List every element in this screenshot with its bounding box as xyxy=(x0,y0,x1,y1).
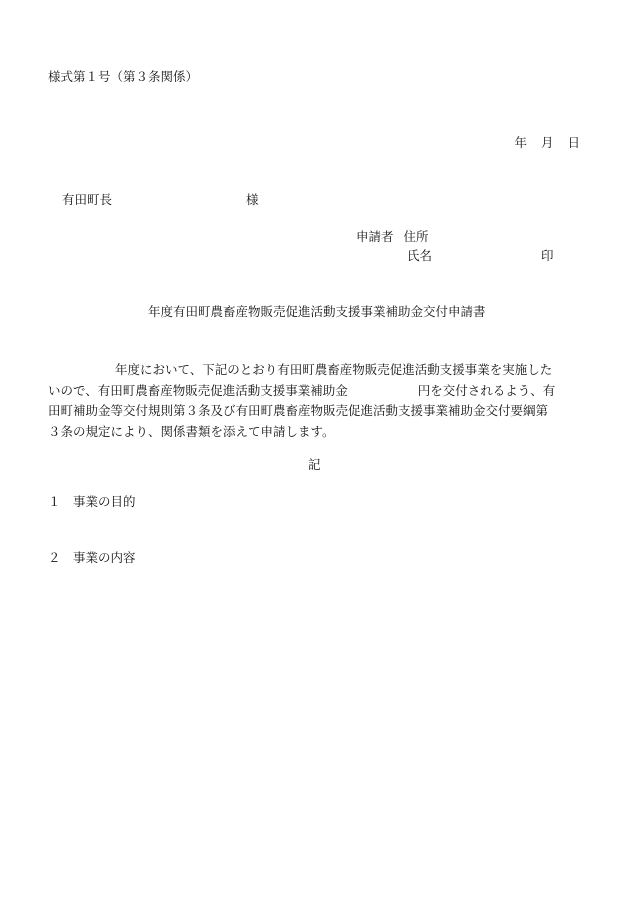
applicant-address-label: 住所 xyxy=(403,229,429,244)
body-line-3: 田町補助金等交付規則第３条及び有田町農畜産物販売促進活動支援事業補助金交付要綱第 xyxy=(48,403,549,418)
addressee xyxy=(62,192,259,208)
item-label: 事業の内容 xyxy=(73,550,136,565)
applicant-name-row xyxy=(407,248,554,264)
body-paragraph xyxy=(48,360,582,442)
addressee-name: 有田町長 xyxy=(62,192,113,207)
body-line-2b-text: 円を交付されるよう、有 xyxy=(417,382,556,398)
applicant-label: 申請者 xyxy=(356,229,394,244)
addressee-honorific: 様 xyxy=(246,192,259,207)
date-month: 月 xyxy=(540,135,554,150)
date-day: 日 xyxy=(567,135,580,150)
item-label: 事業の目的 xyxy=(73,494,136,509)
date-line xyxy=(514,135,580,151)
applicant-name-label: 氏名 xyxy=(407,248,433,263)
body-line-2 xyxy=(48,381,582,402)
body-line-1 xyxy=(48,360,582,381)
document-title: 年度有田町農畜産物販売促進活動支援事業補助金交付申請書 xyxy=(148,304,486,319)
body-line-2a-text: いので、有田町農畜産物販売促進活動支援事業補助金 xyxy=(48,382,348,398)
applicant-address-row xyxy=(356,229,429,245)
date-year: 年 xyxy=(514,135,527,150)
applicant-seal: 印 xyxy=(541,248,554,263)
body-line-4: ３条の規定により、関係書類を添えて申請します。 xyxy=(48,423,335,439)
item-number: ２ xyxy=(48,550,61,565)
body-line-1-text: 年度において、下記のとおり有田町農畜産物販売促進活動支援事業を実施した xyxy=(115,362,553,377)
form-number: 様式第１号（第３条関係） xyxy=(48,69,199,84)
ki-heading: 記 xyxy=(308,457,321,472)
list-item xyxy=(48,550,136,566)
list-item xyxy=(48,494,136,510)
item-number: １ xyxy=(48,494,61,509)
